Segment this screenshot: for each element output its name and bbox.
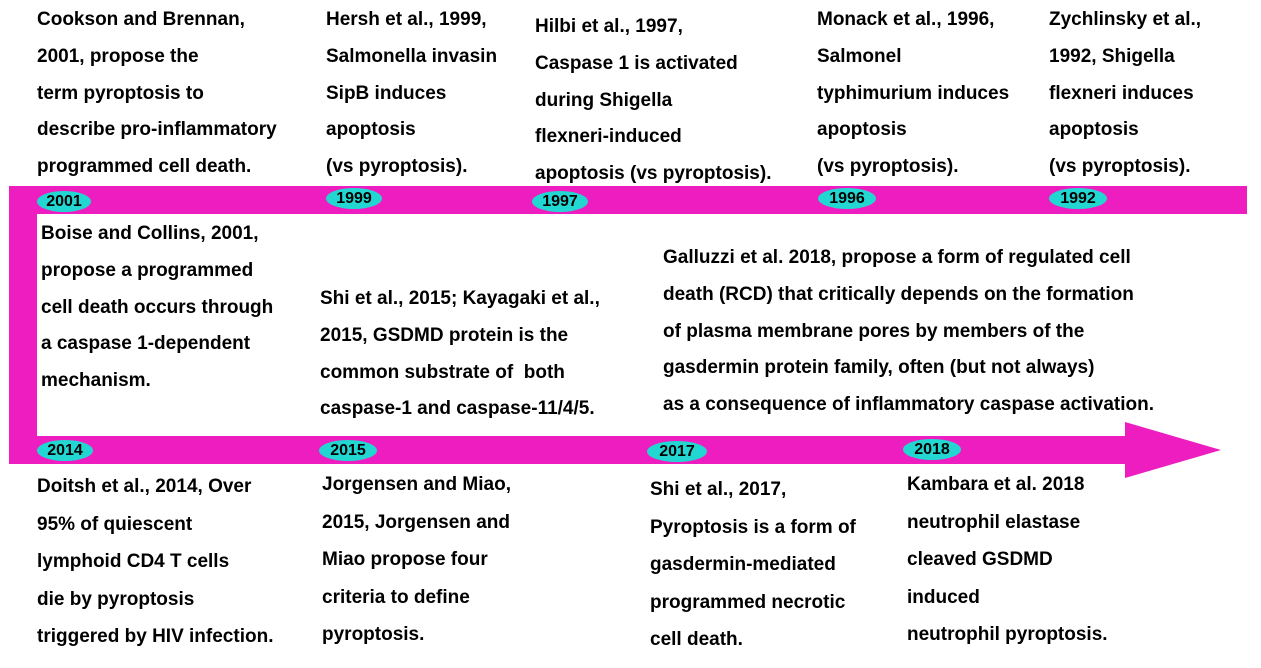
note-boise-2001: Boise and Collins, 2001, propose a programmed cell death occurs through a caspase 1-dependent mechanism. <box>41 223 274 392</box>
year-badge-1997: 1997 <box>532 191 588 212</box>
year-badge-2014: 2014 <box>37 440 93 461</box>
year-badge-2018: 2018 <box>903 439 961 460</box>
note-zychlinsky-1992: Zychlinsky et al., 1992, Shigella flexneri induces apoptosis (vs pyroptosis). <box>1049 9 1202 178</box>
timeline-arrowhead <box>1125 422 1221 478</box>
year-badge-1996: 1996 <box>818 188 876 209</box>
note-cookson-2001: Cookson and Brennan, 2001, propose the term pyroptosis to describe pro-inflammatory programmed cell death. <box>37 9 277 178</box>
note-hersh-1999: Hersh et al., 1999, Salmonella invasin SipB induces apoptosis (vs pyroptosis). <box>326 9 498 178</box>
year-badge-2001: 2001 <box>37 191 91 212</box>
note-monack-1996: Monack et al., 1996, Salmonel typhimurium induces apoptosis (vs pyroptosis). <box>817 9 1010 178</box>
year-badge-1992: 1992 <box>1049 188 1107 209</box>
note-hilbi-1997: Hilbi et al., 1997, Caspase 1 is activated during Shigella flexneri-induced apoptosis (vs pyroptosis). <box>535 16 772 185</box>
note-shi-kayagaki-2015: Shi et al., 2015; Kayagaki et al., 2015, GSDMD protein is the common substrate of both caspase-1 and caspase-11/4/5. <box>320 288 600 420</box>
note-doitsh-2014: Doitsh et al., 2014, Over 95% of quiescent lymphoid CD4 T cells die by pyroptosis triggered by HIV infection. <box>37 476 274 647</box>
note-galluzzi-2018: Galluzzi et al. 2018, propose a form of regulated cell death (RCD) that critically depends on the formation of plasma membrane pores by members of the gasdermin protein family, often (but not always) as a consequence of inflammatory caspase activation. <box>663 247 1155 416</box>
note-shi-2017: Shi et al., 2017, Pyroptosis is a form of gasdermin-mediated programmed necrotic cell death. <box>650 479 856 650</box>
year-badge-2017: 2017 <box>647 441 707 462</box>
note-kambara-2018: Kambara et al. 2018 neutrophil elastase cleaved GSDMD induced neutrophil pyroptosis. <box>907 474 1108 645</box>
year-badge-2015: 2015 <box>319 440 377 461</box>
note-jorgensen-2015: Jorgensen and Miao, 2015, Jorgensen and Miao propose four criteria to define pyroptosis. <box>322 474 511 645</box>
left-connector-bar <box>9 186 37 464</box>
year-badge-1999: 1999 <box>326 188 382 209</box>
